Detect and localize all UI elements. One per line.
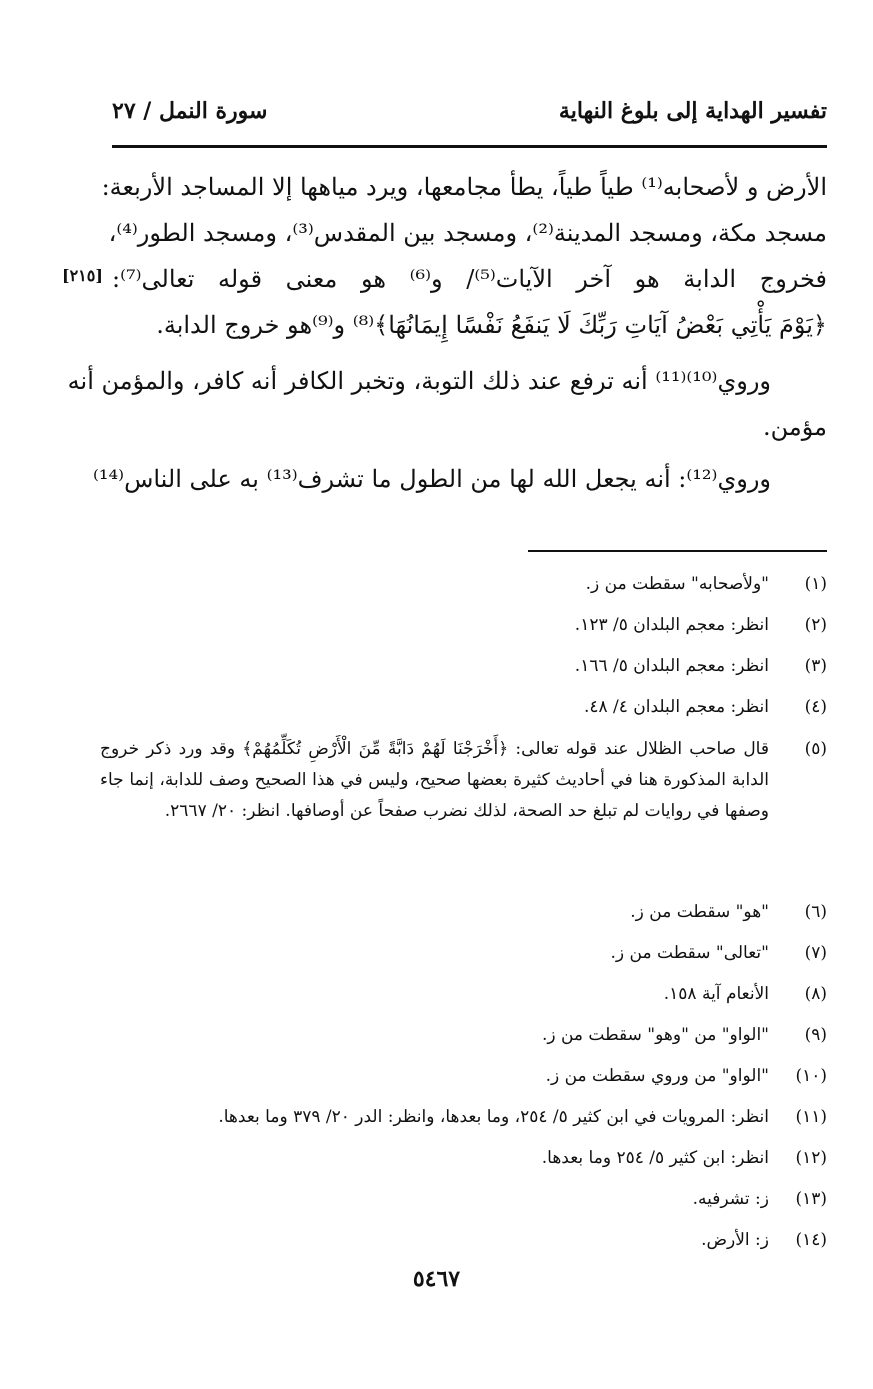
footnote-number: (١) (804, 574, 827, 594)
footnote-text: "الواو" من وروي سقطت من ز. (545, 1066, 769, 1086)
footnote-text: ز: تشرفيه. (692, 1189, 769, 1209)
footnotes (100, 570, 827, 1267)
footnote-text: "الواو" من "وهو" سقطت من ز. (541, 1025, 769, 1045)
footnote-text: انظر: معجم البلدان ٥/ ١٢٣. (574, 615, 769, 635)
text-line: وروي⁽¹²⁾: أنه يجعل الله لها من الطول ما تشرف⁽¹³⁾ به على الناس⁽¹⁴⁾ (93, 465, 771, 493)
footnote-text: انظر: المرويات في ابن كثير ٥/ ٢٥٤، وما بعدها، وانظر: الدر ٢٠/ ٣٧٩ وما بعدها. (218, 1107, 769, 1127)
footnote-item (100, 693, 827, 734)
footnote-item (100, 652, 827, 693)
footnote-item (100, 1103, 827, 1144)
text-line: فخروج الدابة هو آخر الآيات⁽⁵⁾/ و⁽⁶⁾ هو معنى قوله تعالى⁽⁷⁾: (112, 265, 828, 293)
footnote-item (100, 1144, 827, 1185)
footnote-number: (١١) (795, 1107, 827, 1127)
footnote-text: انظر: معجم البلدان ٥/ ١٦٦. (574, 656, 769, 676)
header-divider (112, 145, 827, 148)
text-line: الأرض و لأصحابه⁽¹⁾ طياً طياً، يطأ مجامعها، ويرد مياهها إلا المساجد الأربعة: (101, 173, 827, 201)
footnote-divider (528, 550, 827, 552)
footnote-item (100, 898, 827, 939)
quran-verse-line: ﴿يَوْمَ يَأْتِي بَعْضُ آيَاتِ رَبِّكَ لَا يَنفَعُ نَفْسًا إِيمَانُهَا﴾⁽⁸⁾ و⁽⁹⁾هو خروج الدابة. (156, 311, 827, 339)
footnote-number: (٦) (804, 902, 827, 922)
footnote-text: "هو" سقطت من ز. (630, 902, 769, 922)
footnote-item (100, 734, 827, 898)
footnote-item (100, 939, 827, 980)
footnote-text: "تعالى" سقطت من ز. (610, 943, 769, 963)
footnote-item (100, 1062, 827, 1103)
footnote-number: (١٢) (795, 1148, 827, 1168)
margin-page-marker: [٢١٥] (62, 266, 103, 285)
footnote-item (100, 1226, 827, 1267)
footnote-number: (١٠) (795, 1066, 827, 1086)
footnote-number: (٢) (804, 615, 827, 635)
footnote-text: "ولأصحابه" سقطت من ز. (585, 574, 769, 594)
footnote-text: انظر: معجم البلدان ٤/ ٤٨. (583, 697, 769, 717)
footnote-text: قال صاحب الظلال عند قوله تعالى: ﴿أَخْرَجْنَا لَهُمْ دَابَّةً مِّنَ الْأَرْضِ تُكَلِّمُهُمْ﴾ وقد ورد ذكر خروج الدابة المذكورة هنا في أحاديث كثيرة بعضها صحيح، وليس في هذا الصحيح وصف للدابة، إنما جاء وصفها في روايات لم تبلغ حد الصحة، لذلك نضرب صفحاً عن أوصافها. انظر: ٢٠/ ٢٦٦٧. (100, 739, 769, 821)
text-line: مؤمن. (762, 413, 827, 441)
footnote-item (100, 980, 827, 1021)
footnote-number: (١٣) (795, 1189, 827, 1209)
footnote-item (100, 611, 827, 652)
page-number: ٥٤٦٧ (412, 1266, 461, 1292)
footnote-number: (٣) (804, 656, 827, 676)
text-line: مسجد مكة، ومسجد المدينة⁽²⁾، ومسجد بين المقدس⁽³⁾، ومسجد الطور⁽⁴⁾، (108, 219, 827, 247)
footnote-number: (٨) (804, 984, 827, 1004)
footnote-number: (٥) (804, 739, 827, 759)
book-title: تفسير الهداية إلى بلوغ النهاية (558, 98, 827, 124)
footnote-text: ز: الأرض. (701, 1230, 769, 1250)
footnote-number: (١٤) (795, 1230, 827, 1250)
surah-label: سورة النمل / ٢٧ (112, 98, 268, 124)
footnote-item (100, 570, 827, 611)
footnote-number: (٧) (804, 943, 827, 963)
footnote-text: انظر: ابن كثير ٥/ ٢٥٤ وما بعدها. (541, 1148, 769, 1168)
footnote-item (100, 1021, 827, 1062)
footnote-text: الأنعام آية ١٥٨. (663, 984, 769, 1004)
footnote-number: (٩) (804, 1025, 827, 1045)
footnote-number: (٤) (804, 697, 827, 717)
footnote-item (100, 1185, 827, 1226)
page-header (112, 98, 827, 138)
text-line: وروي⁽¹⁰⁾⁽¹¹⁾ أنه ترفع عند ذلك التوبة، وتخبر الكافر أنه كافر، والمؤمن أنه (67, 367, 771, 395)
